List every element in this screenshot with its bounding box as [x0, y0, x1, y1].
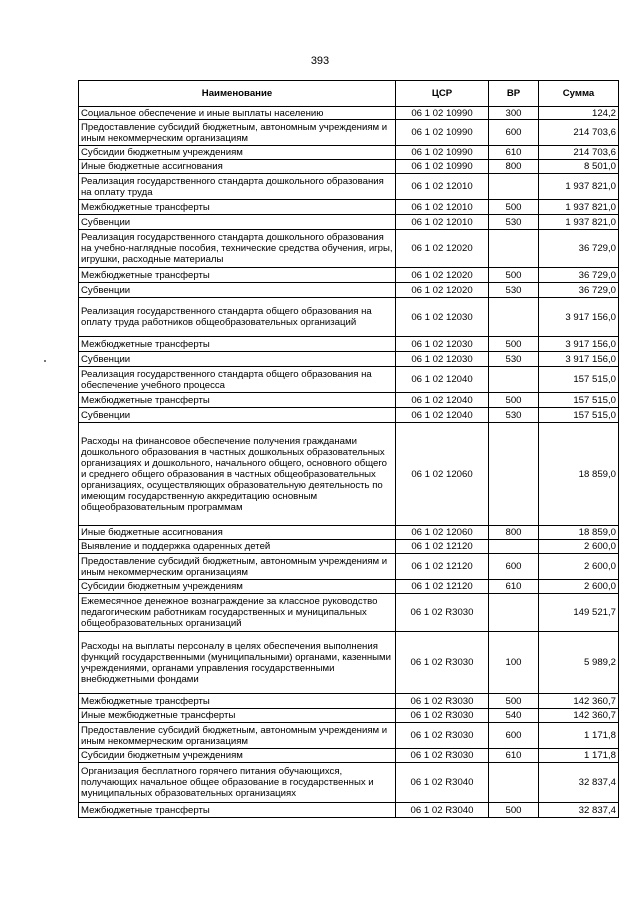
cell-csr: 06 1 02 12010 [396, 215, 489, 230]
cell-vr: 600 [489, 554, 539, 580]
cell-csr: 06 1 02 10990 [396, 160, 489, 174]
cell-csr: 06 1 02 12040 [396, 367, 489, 393]
cell-vr: 540 [489, 709, 539, 723]
table-row [79, 408, 619, 423]
cell-csr: 06 1 02 12010 [396, 174, 489, 200]
cell-vr: 300 [489, 107, 539, 120]
table-row [79, 749, 619, 763]
cell-sum: 18 859,0 [539, 423, 619, 526]
cell-sum: 214 703,6 [539, 146, 619, 160]
cell-csr: 06 1 02 R3030 [396, 709, 489, 723]
cell-csr: 06 1 02 12120 [396, 540, 489, 554]
cell-csr: 06 1 02 10990 [396, 107, 489, 120]
cell-sum: 1 171,8 [539, 749, 619, 763]
table-row [79, 709, 619, 723]
cell-csr: 06 1 02 12040 [396, 393, 489, 408]
table-row [79, 554, 619, 580]
cell-name: Предоставление субсидий бюджетным, автономным учреждениям и иным некоммерческим организациям [79, 554, 396, 580]
cell-name: Иные бюджетные ассигнования [79, 160, 396, 174]
cell-vr [489, 540, 539, 554]
cell-vr: 530 [489, 408, 539, 423]
table-row [79, 215, 619, 230]
cell-name: Ежемесячное денежное вознаграждение за классное руководство педагогическим работникам государственных и муниципальных общеобразовательных организаций [79, 594, 396, 632]
cell-sum: 2 600,0 [539, 540, 619, 554]
table-row [79, 298, 619, 337]
cell-csr: 06 1 02 10990 [396, 120, 489, 146]
cell-name: Иные бюджетные ассигнования [79, 526, 396, 540]
cell-name: Расходы на финансовое обеспечение получения гражданами дошкольного образования в частных дошкольных образовательных организациях и дошкольного, начального общего, основного общего и среднего общего образования в частных общеобразовательных организациях, осуществляющих образовательную деятельность по имеющим государственную аккредитацию основным общеобразовательным программам [79, 423, 396, 526]
cell-sum: 36 729,0 [539, 283, 619, 298]
cell-vr: 100 [489, 632, 539, 694]
cell-vr [489, 763, 539, 803]
cell-vr: 500 [489, 268, 539, 283]
cell-sum: 157 515,0 [539, 408, 619, 423]
cell-vr: 530 [489, 352, 539, 367]
cell-sum: 2 600,0 [539, 580, 619, 594]
cell-vr: 800 [489, 160, 539, 174]
table-row [79, 803, 619, 818]
table-row [79, 393, 619, 408]
cell-sum: 142 360,7 [539, 709, 619, 723]
cell-vr: 530 [489, 283, 539, 298]
cell-vr: 600 [489, 120, 539, 146]
table-row [79, 632, 619, 694]
table-row [79, 230, 619, 268]
cell-sum: 214 703,6 [539, 120, 619, 146]
margin-dot [44, 360, 46, 362]
table-row [79, 694, 619, 709]
cell-name: Реализация государственного стандарта дошкольного образования на учебно-наглядные пособия, технические средства обучения, игры, игрушки, расходные материалы [79, 230, 396, 268]
table-row [79, 268, 619, 283]
table-header-row [79, 81, 619, 107]
cell-sum: 3 917 156,0 [539, 298, 619, 337]
cell-csr: 06 1 02 12120 [396, 554, 489, 580]
cell-vr [489, 367, 539, 393]
cell-name: Субвенции [79, 352, 396, 367]
header-name: Наименование [79, 81, 396, 107]
page-number: 393 [310, 55, 330, 67]
table-row [79, 200, 619, 215]
cell-csr: 06 1 02 12030 [396, 298, 489, 337]
cell-csr: 06 1 02 R3030 [396, 749, 489, 763]
cell-sum: 149 521,7 [539, 594, 619, 632]
table-row [79, 120, 619, 146]
cell-sum: 18 859,0 [539, 526, 619, 540]
cell-sum: 1 171,8 [539, 723, 619, 749]
table-row [79, 580, 619, 594]
table-row [79, 146, 619, 160]
cell-name: Субсидии бюджетным учреждениям [79, 580, 396, 594]
cell-name: Субвенции [79, 408, 396, 423]
cell-csr: 06 1 02 12060 [396, 526, 489, 540]
cell-vr: 500 [489, 694, 539, 709]
cell-csr: 06 1 02 12020 [396, 230, 489, 268]
cell-csr: 06 1 02 R3040 [396, 803, 489, 818]
cell-vr: 500 [489, 337, 539, 352]
cell-csr: 06 1 02 R3030 [396, 694, 489, 709]
cell-sum: 36 729,0 [539, 268, 619, 283]
cell-vr: 610 [489, 580, 539, 594]
table-row [79, 763, 619, 803]
cell-vr [489, 423, 539, 526]
cell-sum: 157 515,0 [539, 367, 619, 393]
table-body [79, 107, 619, 818]
table-row [79, 367, 619, 393]
cell-csr: 06 1 02 R3030 [396, 632, 489, 694]
cell-sum: 157 515,0 [539, 393, 619, 408]
cell-csr: 06 1 02 12020 [396, 283, 489, 298]
cell-sum: 32 837,4 [539, 763, 619, 803]
cell-csr: 06 1 02 12010 [396, 200, 489, 215]
cell-name: Субвенции [79, 283, 396, 298]
cell-name: Межбюджетные трансферты [79, 694, 396, 709]
cell-name: Предоставление субсидий бюджетным, автономным учреждениям и иным некоммерческим организациям [79, 120, 396, 146]
cell-csr: 06 1 02 12030 [396, 352, 489, 367]
table-row [79, 160, 619, 174]
table-row [79, 352, 619, 367]
cell-csr: 06 1 02 R3030 [396, 594, 489, 632]
cell-sum: 8 501,0 [539, 160, 619, 174]
table-row [79, 337, 619, 352]
cell-vr [489, 230, 539, 268]
cell-csr: 06 1 02 12030 [396, 337, 489, 352]
table-row [79, 540, 619, 554]
cell-sum: 2 600,0 [539, 554, 619, 580]
table-row [79, 423, 619, 526]
cell-vr [489, 298, 539, 337]
cell-name: Иные межбюджетные трансферты [79, 709, 396, 723]
cell-csr: 06 1 02 12060 [396, 423, 489, 526]
cell-name: Реализация государственного стандарта общего образования на оплату труда работников общеобразовательных организаций [79, 298, 396, 337]
cell-name: Организация бесплатного горячего питания обучающихся, получающих начальное общее образование в государственных и муниципальных образовательных организациях [79, 763, 396, 803]
cell-csr: 06 1 02 12120 [396, 580, 489, 594]
cell-vr: 500 [489, 200, 539, 215]
cell-vr: 500 [489, 393, 539, 408]
cell-name: Межбюджетные трансферты [79, 337, 396, 352]
cell-csr: 06 1 02 12040 [396, 408, 489, 423]
cell-name: Межбюджетные трансферты [79, 200, 396, 215]
cell-sum: 124,2 [539, 107, 619, 120]
cell-name: Социальное обеспечение и иные выплаты населению [79, 107, 396, 120]
cell-sum: 1 937 821,0 [539, 200, 619, 215]
cell-sum: 32 837,4 [539, 803, 619, 818]
cell-vr [489, 174, 539, 200]
table-row [79, 594, 619, 632]
cell-name: Субсидии бюджетным учреждениям [79, 146, 396, 160]
cell-sum: 36 729,0 [539, 230, 619, 268]
cell-vr: 530 [489, 215, 539, 230]
table-row [79, 283, 619, 298]
table-row [79, 526, 619, 540]
cell-name: Выявление и поддержка одаренных детей [79, 540, 396, 554]
table-row [79, 107, 619, 120]
header-sum: Сумма [539, 81, 619, 107]
cell-sum: 3 917 156,0 [539, 352, 619, 367]
cell-name: Межбюджетные трансферты [79, 268, 396, 283]
cell-csr: 06 1 02 10990 [396, 146, 489, 160]
cell-sum: 5 989,2 [539, 632, 619, 694]
cell-sum: 142 360,7 [539, 694, 619, 709]
table-row [79, 723, 619, 749]
cell-csr: 06 1 02 R3030 [396, 723, 489, 749]
cell-csr: 06 1 02 12020 [396, 268, 489, 283]
header-vr: ВР [489, 81, 539, 107]
cell-name: Реализация государственного стандарта дошкольного образования на оплату труда [79, 174, 396, 200]
cell-sum: 3 917 156,0 [539, 337, 619, 352]
cell-name: Межбюджетные трансферты [79, 803, 396, 818]
cell-name: Расходы на выплаты персоналу в целях обеспечения выполнения функций государственными (муниципальными) органами, казенными учреждениями, органами управления государственными внебюджетными фондами [79, 632, 396, 694]
cell-csr: 06 1 02 R3040 [396, 763, 489, 803]
cell-vr [489, 594, 539, 632]
cell-name: Субсидии бюджетным учреждениям [79, 749, 396, 763]
header-csr: ЦСР [396, 81, 489, 107]
cell-sum: 1 937 821,0 [539, 215, 619, 230]
cell-name: Предоставление субсидий бюджетным, автономным учреждениям и иным некоммерческим организациям [79, 723, 396, 749]
cell-sum: 1 937 821,0 [539, 174, 619, 200]
cell-vr: 610 [489, 749, 539, 763]
cell-vr: 800 [489, 526, 539, 540]
cell-vr: 500 [489, 803, 539, 818]
cell-name: Субвенции [79, 215, 396, 230]
cell-vr: 610 [489, 146, 539, 160]
budget-table [78, 80, 619, 818]
cell-vr: 600 [489, 723, 539, 749]
table-row [79, 174, 619, 200]
cell-name: Реализация государственного стандарта общего образования на обеспечение учебного процесса [79, 367, 396, 393]
cell-name: Межбюджетные трансферты [79, 393, 396, 408]
